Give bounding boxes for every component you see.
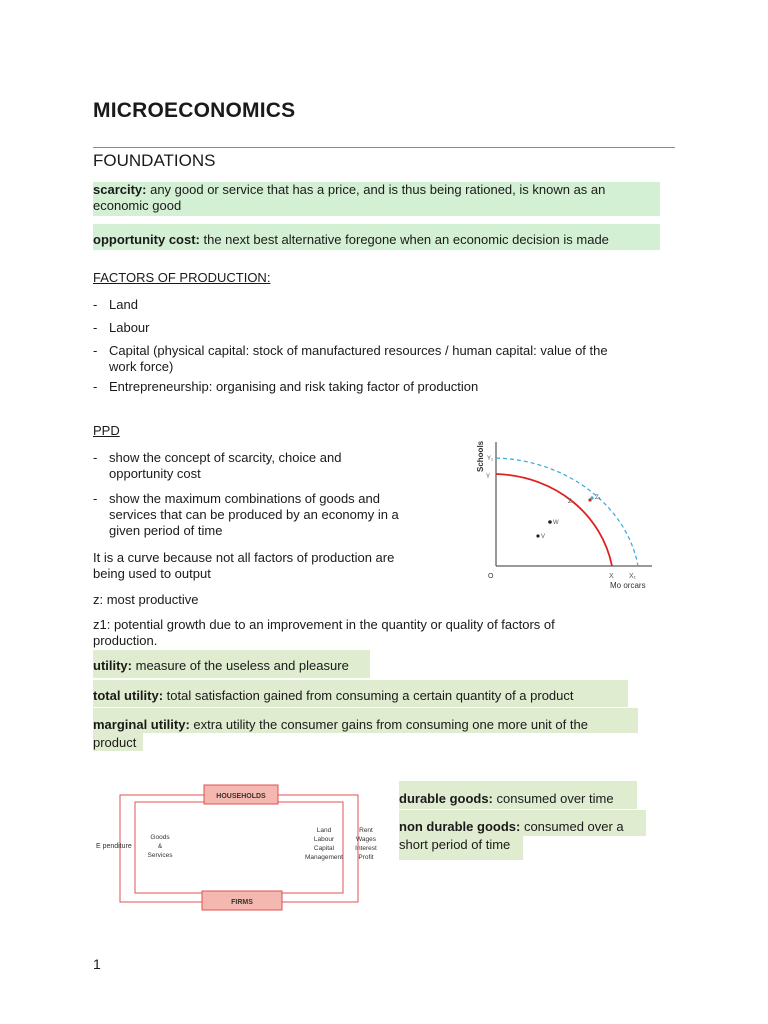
- ppd-w-label: W: [553, 520, 559, 526]
- ppd-point-z1: [590, 496, 593, 499]
- total-utility-term: total utility:: [93, 688, 164, 703]
- expenditure-label: E penditure: [96, 843, 132, 850]
- goods-label: Services: [147, 852, 173, 859]
- goods-label: Goods: [150, 834, 170, 841]
- ppd-x-label: Mo orcars: [610, 581, 646, 590]
- circular-flow-diagram: [90, 770, 382, 920]
- income-label: Interest: [355, 845, 377, 852]
- factor-item: - Labour: [93, 320, 150, 335]
- ppd-point-v: [536, 534, 539, 537]
- ppd-chart: [472, 436, 662, 592]
- scarcity-text-cont: economic good: [93, 198, 182, 213]
- firms-label: FIRMS: [231, 899, 253, 906]
- total-utility-text: total satisfaction gained from consuming a certain quantity of a product: [163, 688, 574, 703]
- opportunity-cost-text: the next best alternative foregone when an economic decision is made: [199, 232, 609, 247]
- durable-goods-definition: [399, 781, 637, 809]
- ppd-outer-curve: [496, 458, 638, 566]
- factor-label: Labour: [313, 836, 335, 843]
- factor-label: Management: [305, 854, 343, 861]
- ppd-curve-text: It is a curve because not all factors of production are being used to output: [93, 550, 395, 581]
- ppd-heading: PPD: [93, 423, 120, 438]
- scarcity-definition: [93, 182, 660, 216]
- factors-heading: FACTORS OF PRODUCTION:: [93, 270, 271, 285]
- goods-label: &: [157, 843, 163, 850]
- marginal-utility-term: marginal utility:: [93, 717, 190, 732]
- income-label: Wages: [356, 836, 376, 843]
- income-label: Profit: [358, 854, 374, 861]
- ppd-bullet: - show the concept of scarcity, choice and opportunity cost: [93, 450, 342, 481]
- ppd-y-tick-label: Y: [486, 474, 491, 480]
- ppd-y1-label: Y₁: [487, 456, 494, 462]
- ppd-z-label: Z: [568, 499, 572, 505]
- ppd-x1-label: X₁: [629, 573, 637, 580]
- section-heading: FOUNDATIONS: [93, 151, 216, 170]
- factor-label: Capital: [313, 845, 335, 852]
- ppd-v-label: V: [541, 534, 546, 540]
- utility-definition: [93, 650, 370, 678]
- ppd-bullet: - show the maximum combinations of goods and services that can be produced by an economy in a given period of time: [93, 491, 399, 538]
- households-label: HOUSEHOLDS: [216, 793, 266, 800]
- utility-text: measure of the useless and pleasure: [132, 658, 349, 673]
- income-label: Rent: [359, 827, 373, 834]
- ppd-z1-text: z1: potential growth due to an improvement in the quantity or quality of factors of production.: [93, 617, 555, 648]
- ppd-y-label: Schools: [476, 440, 485, 472]
- ppd-x-tick-label: X: [609, 573, 614, 580]
- durable-goods-text: consumed over time: [492, 791, 614, 806]
- non-durable-goods-term: non durable goods:: [399, 819, 521, 834]
- factor-item: - Entrepreneurship: organising and risk taking factor of production: [93, 379, 479, 394]
- marginal-utility-text-cont: product: [93, 733, 143, 751]
- ppd-z-text: z: most productive: [93, 592, 199, 607]
- ppd-z1-label: Z₁: [595, 495, 601, 501]
- non-durable-goods-text: consumed over a: [520, 819, 624, 834]
- durable-goods-term: durable goods:: [399, 791, 493, 806]
- title-divider: [93, 147, 675, 148]
- page-title: MICROECONOMICS: [93, 99, 296, 122]
- non-durable-goods-definition: [399, 810, 646, 860]
- non-durable-goods-text-cont: short period of time: [399, 836, 523, 860]
- factor-item: - Capital (physical capital: stock of manufactured resources / human capital: value of the work force): [93, 343, 608, 374]
- opportunity-cost-definition: [93, 224, 660, 250]
- factor-item: - Land: [93, 297, 138, 312]
- factor-label: Land: [316, 827, 332, 834]
- marginal-utility-definition: [93, 708, 653, 751]
- ppd-origin-label: O: [488, 573, 494, 580]
- total-utility-definition: [93, 680, 628, 707]
- page-number: 1: [93, 956, 101, 972]
- scarcity-text: any good or service that has a price, and is thus being rationed, is known as an: [146, 182, 606, 197]
- ppd-point-w: [548, 520, 552, 524]
- utility-term: utility:: [93, 658, 132, 673]
- opportunity-cost-term: opportunity cost:: [93, 232, 200, 247]
- marginal-utility-text: extra utility the consumer gains from consuming one more unit of the: [189, 717, 588, 732]
- scarcity-term: scarcity:: [93, 182, 147, 197]
